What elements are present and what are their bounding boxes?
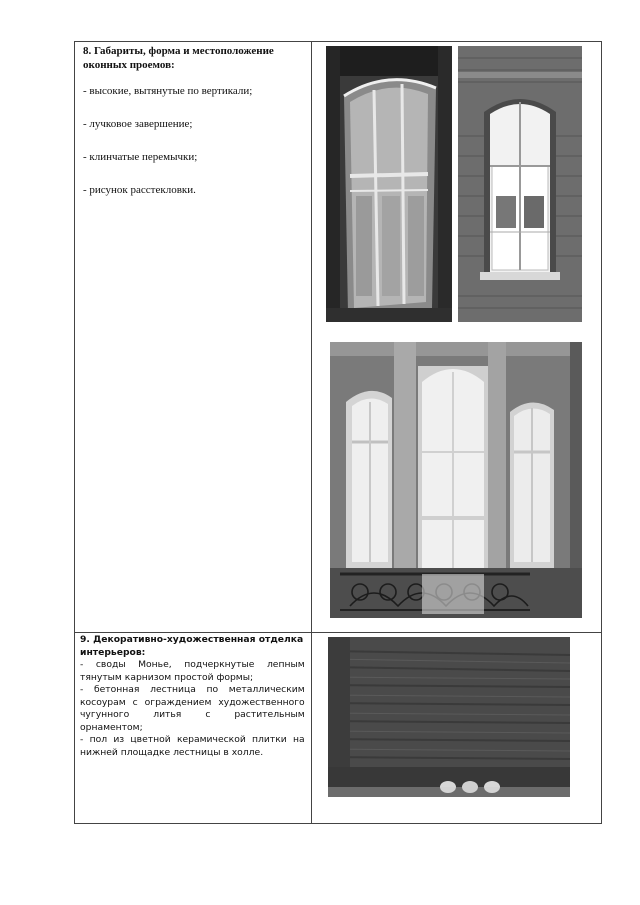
section-8-item: - высокие, вытянутые по вертикали;: [83, 85, 253, 97]
monument-features-table: [74, 41, 602, 824]
section-8-item: - рисунок расстекловки.: [83, 184, 196, 196]
brick-facade-window-photo: [458, 46, 582, 322]
arched-window-interior-photo: [326, 46, 452, 322]
interior-vault-photo: [328, 637, 570, 797]
section-8-text-cell: [75, 42, 312, 633]
table-row-section-8: [75, 42, 602, 633]
section-9-photo-cell: [311, 633, 601, 824]
section-9-item: - пол из цветной керамической плитки на нижней площадке лестницы в холле.: [80, 734, 305, 758]
section-9-item: - бетонная лестница по металлическим косоурам с ограждением художественного чугунного литья с растительным орнаментом;: [80, 684, 305, 733]
section-9-item: - своды Монье, подчеркнутые лепным тянутым карнизом простой формы;: [80, 659, 305, 683]
section-9-heading: 9. Декоративно-художественная отделка интерьеров:: [80, 634, 304, 658]
section-9-text-cell: [75, 633, 312, 824]
windows-with-balcony-photo: [330, 342, 582, 618]
section-8-heading: 8. Габариты, форма и местоположение оконных проемов:: [83, 45, 274, 71]
table-row-section-9: [75, 633, 602, 824]
section-8-item: - лучковое завершение;: [83, 118, 193, 130]
section-8-item: - клинчатые перемычки;: [83, 151, 198, 163]
section-8-photo-cell: [311, 42, 601, 633]
